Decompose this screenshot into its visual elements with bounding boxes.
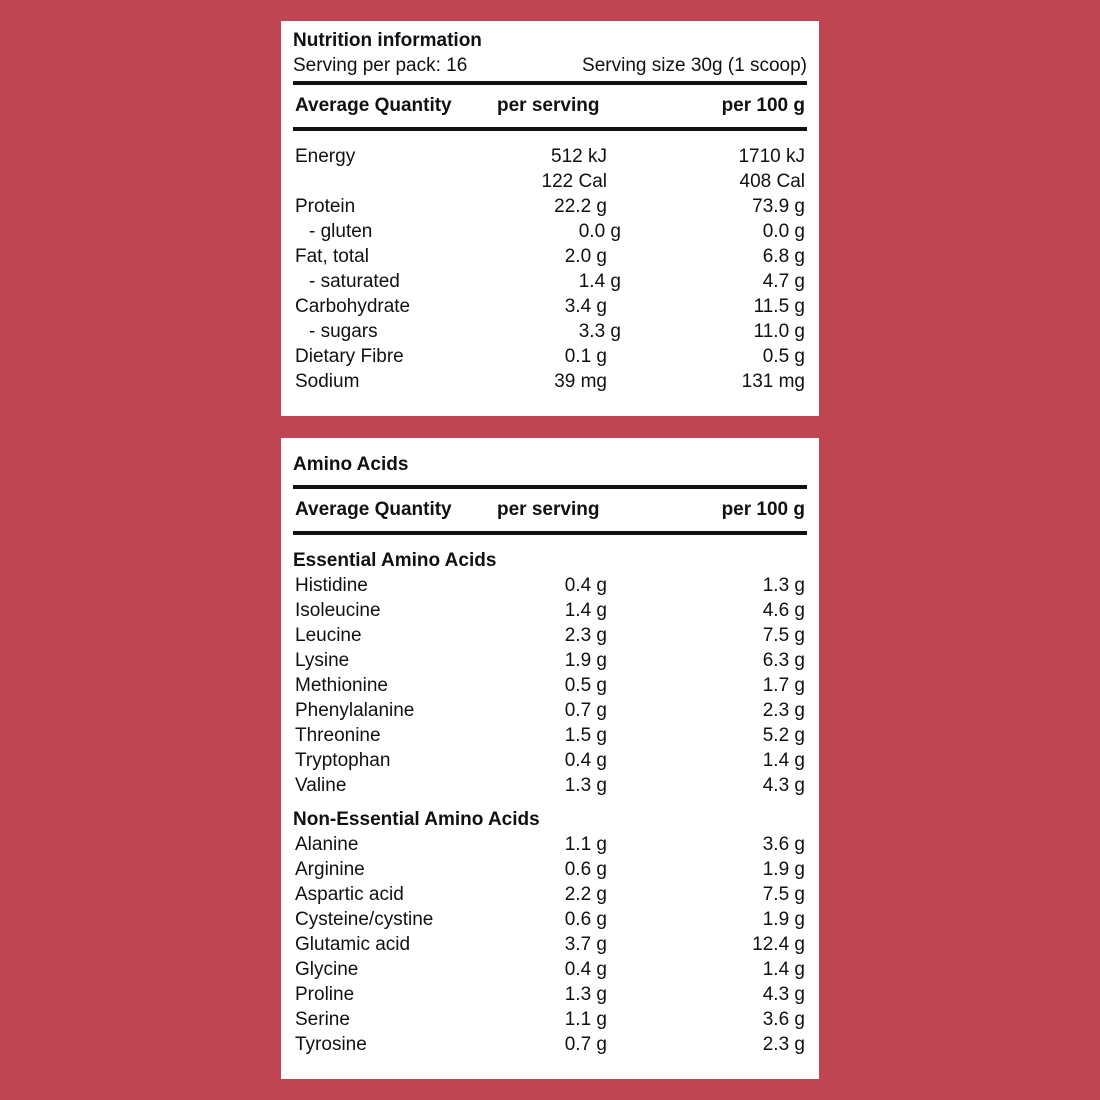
- row-name: Phenylalanine: [295, 699, 415, 721]
- header-per-100g: per 100 g: [721, 499, 805, 520]
- row-per-serving: 3.4 g: [564, 295, 607, 317]
- row-per-100g: 1.9 g: [762, 858, 805, 880]
- table-row: [293, 723, 807, 748]
- nutrition-title: Nutrition information: [293, 30, 482, 51]
- row-name: Carbohydrate: [295, 295, 411, 317]
- header-quantity: Average Quantity: [295, 95, 452, 116]
- table-row: [293, 319, 807, 344]
- row-per-100g: 3.6 g: [762, 1008, 805, 1030]
- row-per-100g: 4.3 g: [762, 983, 805, 1005]
- row-per-100g: 6.3 g: [762, 649, 805, 671]
- table-row: [293, 673, 807, 698]
- row-per-serving: 0.5 g: [564, 674, 607, 696]
- row-per-100g: 1710 kJ: [738, 145, 805, 167]
- table-row: [293, 369, 807, 394]
- table-row: [293, 573, 807, 598]
- nutrition-rows: [293, 144, 807, 394]
- header-per-100g: per 100 g: [721, 95, 805, 116]
- row-per-100g: 4.6 g: [762, 599, 805, 621]
- row-per-serving: 0.7 g: [564, 1033, 607, 1055]
- row-name: Sodium: [295, 370, 360, 392]
- table-row: [293, 982, 807, 1007]
- row-name: Isoleucine: [295, 599, 381, 621]
- serving-info: [293, 53, 807, 78]
- header-per-serving: per serving: [497, 95, 600, 116]
- row-per-100g: 408 Cal: [739, 170, 805, 192]
- row-per-100g: 12.4 g: [752, 933, 805, 955]
- table-row: [293, 344, 807, 369]
- table-row: [293, 294, 807, 319]
- row-name: - sugars: [309, 320, 378, 342]
- row-per-serving: 1.9 g: [564, 649, 607, 671]
- row-per-serving: 2.2 g: [564, 883, 607, 905]
- row-per-100g: 5.2 g: [762, 724, 805, 746]
- row-name: - gluten: [309, 220, 373, 242]
- row-per-100g: 1.4 g: [762, 958, 805, 980]
- non-essential-rows: [293, 832, 807, 1057]
- table-row: [293, 269, 807, 294]
- amino-panel: [281, 438, 819, 1079]
- essential-heading: Essential Amino Acids: [293, 550, 497, 571]
- table-row: [293, 169, 807, 194]
- table-row: [293, 832, 807, 857]
- row-per-serving: 0.6 g: [564, 908, 607, 930]
- row-per-100g: 2.3 g: [762, 1033, 805, 1055]
- row-per-100g: 11.0 g: [753, 320, 805, 342]
- nutrition-panel: [281, 21, 819, 416]
- row-per-serving: 0.7 g: [564, 699, 607, 721]
- row-per-100g: 73.9 g: [752, 195, 805, 217]
- row-name: Methionine: [295, 674, 388, 696]
- row-per-serving: 1.4 g: [578, 270, 621, 292]
- row-name: Glutamic acid: [295, 933, 411, 955]
- row-per-100g: 4.3 g: [762, 774, 805, 796]
- table-row: [293, 244, 807, 269]
- row-per-100g: 131 mg: [741, 370, 805, 392]
- row-name: Dietary Fibre: [295, 345, 404, 367]
- table-row: [293, 219, 807, 244]
- row-per-100g: 1.9 g: [762, 908, 805, 930]
- table-row: [293, 957, 807, 982]
- row-per-100g: 7.5 g: [762, 883, 805, 905]
- row-name: - saturated: [309, 270, 400, 292]
- header-per-serving: per serving: [497, 499, 600, 520]
- row-per-100g: 1.7 g: [762, 674, 805, 696]
- row-per-serving: 1.4 g: [564, 599, 607, 621]
- row-name: Glycine: [295, 958, 359, 980]
- row-per-100g: 1.3 g: [762, 574, 805, 596]
- header-quantity: Average Quantity: [295, 499, 452, 520]
- row-name: Tyrosine: [295, 1033, 367, 1055]
- table-row: [293, 698, 807, 723]
- row-per-serving: 0.0 g: [578, 220, 621, 242]
- row-name: Valine: [295, 774, 347, 796]
- table-row: [293, 144, 807, 169]
- table-row: [293, 648, 807, 673]
- row-per-serving: 0.4 g: [564, 574, 607, 596]
- row-name: Alanine: [295, 833, 359, 855]
- row-name: Arginine: [295, 858, 365, 880]
- row-per-100g: 1.4 g: [762, 749, 805, 771]
- row-per-serving: 0.4 g: [564, 749, 607, 771]
- row-name: Threonine: [295, 724, 381, 746]
- row-name: Protein: [295, 195, 356, 217]
- row-per-serving: 1.3 g: [564, 983, 607, 1005]
- row-per-100g: 0.0 g: [762, 220, 805, 242]
- row-per-serving: 22.2 g: [554, 195, 607, 217]
- essential-rows: [293, 573, 807, 798]
- table-row: [293, 882, 807, 907]
- row-per-100g: 11.5 g: [753, 295, 805, 317]
- row-per-serving: 2.3 g: [564, 624, 607, 646]
- table-row: [293, 1007, 807, 1032]
- row-per-serving: 122 Cal: [541, 170, 607, 192]
- row-name: Tryptophan: [295, 749, 391, 771]
- row-name: Leucine: [295, 624, 362, 646]
- table-row: [293, 748, 807, 773]
- amino-title: Amino Acids: [293, 454, 409, 475]
- row-per-100g: 4.7 g: [762, 270, 805, 292]
- table-row: [293, 857, 807, 882]
- row-name: Cysteine/cystine: [295, 908, 434, 930]
- non-essential-heading: Non-Essential Amino Acids: [293, 809, 540, 830]
- row-per-serving: 0.6 g: [564, 858, 607, 880]
- table-row: [293, 773, 807, 798]
- row-per-100g: 6.8 g: [762, 245, 805, 267]
- row-per-serving: 3.3 g: [578, 320, 621, 342]
- serving-size: Serving size 30g (1 scoop): [582, 55, 807, 76]
- row-per-serving: 1.5 g: [564, 724, 607, 746]
- table-row: [293, 932, 807, 957]
- row-name: Energy: [295, 145, 356, 167]
- row-per-serving: 1.1 g: [564, 1008, 607, 1030]
- row-per-serving: 2.0 g: [564, 245, 607, 267]
- row-per-serving: 0.1 g: [564, 345, 607, 367]
- row-per-100g: 0.5 g: [762, 345, 805, 367]
- row-per-100g: 2.3 g: [762, 699, 805, 721]
- amino-header-row: [293, 489, 807, 531]
- row-per-serving: 3.7 g: [564, 933, 607, 955]
- row-name: Lysine: [295, 649, 350, 671]
- row-name: Fat, total: [295, 245, 369, 267]
- row-per-serving: 1.3 g: [564, 774, 607, 796]
- row-name: Aspartic acid: [295, 883, 404, 905]
- row-per-serving: 39 mg: [554, 370, 607, 392]
- row-name: Proline: [295, 983, 355, 1005]
- row-name: Histidine: [295, 574, 368, 596]
- row-per-100g: 3.6 g: [762, 833, 805, 855]
- row-per-serving: 1.1 g: [564, 833, 607, 855]
- row-name: Serine: [295, 1008, 350, 1030]
- table-row: [293, 623, 807, 648]
- table-row: [293, 598, 807, 623]
- table-row: [293, 907, 807, 932]
- nutrition-header-row: [293, 85, 807, 127]
- row-per-serving: 0.4 g: [564, 958, 607, 980]
- row-per-100g: 7.5 g: [762, 624, 805, 646]
- table-row: [293, 1032, 807, 1057]
- serving-per-pack: Serving per pack: 16: [293, 55, 468, 76]
- table-row: [293, 194, 807, 219]
- row-per-serving: 512 kJ: [551, 145, 607, 167]
